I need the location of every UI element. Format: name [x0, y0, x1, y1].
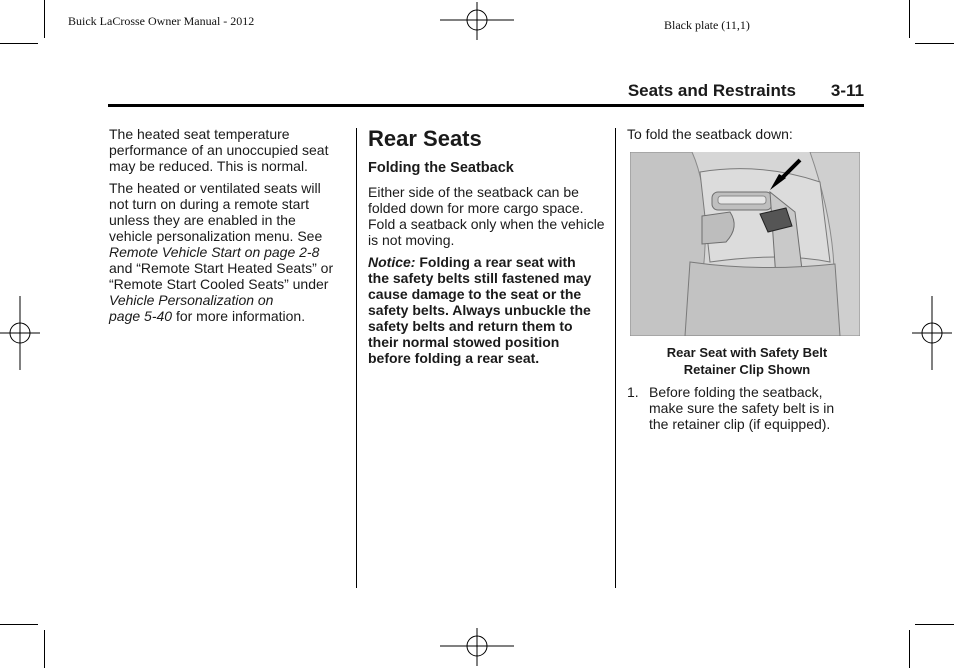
- section-title: Seats and Restraints: [627, 81, 796, 100]
- figure-caption: Rear Seat with Safety Belt Retainer Clip Shown: [666, 345, 828, 377]
- rear-seat-illustration: [630, 152, 860, 336]
- manual-title: Buick LaCrosse Owner Manual - 2012: [68, 14, 255, 28]
- list-item: [627, 384, 867, 432]
- paragraph: The heated or ventilated seats will not turn on during a remote start unless they are enabled in the vehicle personalization menu. See Remote Vehicle Start on page 2-8 and “Remote Start Heated Seats” or “Remote Start Cooled Seats” under Vehicle Personalization on page 5-40 for more information.: [109, 180, 334, 324]
- middle-column: [368, 126, 608, 372]
- crop-mark: [0, 624, 38, 625]
- crop-mark: [44, 630, 45, 668]
- notice-paragraph: Notice: Folding a rear seat with the safety belts still fastened may cause damage to the seat or the safety belts. Always unbuckle the safety belts and return them to their normal stowed position before folding a rear seat.: [368, 254, 592, 366]
- paragraph: Either side of the seatback can be folded down for more cargo space. Fold a seatback only when the vehicle is not moving.: [368, 184, 605, 248]
- registration-mark-top: [440, 0, 514, 40]
- cross-reference-link[interactable]: page 5-40: [109, 308, 173, 324]
- cross-reference-link[interactable]: Remote Vehicle Start on page 2-8: [109, 244, 320, 260]
- left-column: [109, 126, 349, 330]
- crop-mark: [915, 624, 954, 625]
- cross-reference-link[interactable]: Vehicle Personalization on: [109, 292, 274, 308]
- right-column: [627, 126, 867, 432]
- section-header: [108, 80, 864, 107]
- column-divider: [356, 128, 357, 588]
- registration-mark-right: [912, 296, 952, 370]
- subsection-heading: Folding the Seatback: [368, 160, 514, 176]
- paragraph: To fold the seatback down:: [627, 126, 793, 142]
- paragraph: The heated seat temperature performance of an unoccupied seat may be reduced. This is normal.: [109, 126, 329, 174]
- crop-mark: [0, 43, 38, 44]
- crop-mark: [909, 0, 910, 38]
- registration-mark-bottom: [440, 628, 514, 668]
- crop-mark: [915, 43, 954, 44]
- page-number: 3-11: [830, 81, 864, 100]
- rear-seat-drawing: [630, 152, 860, 336]
- section-heading: Rear Seats: [368, 126, 482, 151]
- step-text: Before folding the seatback, make sure the safety belt is in the retainer clip (if equipped).: [649, 384, 835, 432]
- registration-mark-left: [0, 296, 40, 370]
- column-divider: [615, 128, 616, 588]
- step-number: 1.: [627, 384, 639, 400]
- notice-label: Notice:: [368, 254, 416, 270]
- crop-mark: [909, 630, 910, 668]
- crop-mark: [44, 0, 45, 38]
- plate-label: Black plate (11,1): [664, 18, 750, 32]
